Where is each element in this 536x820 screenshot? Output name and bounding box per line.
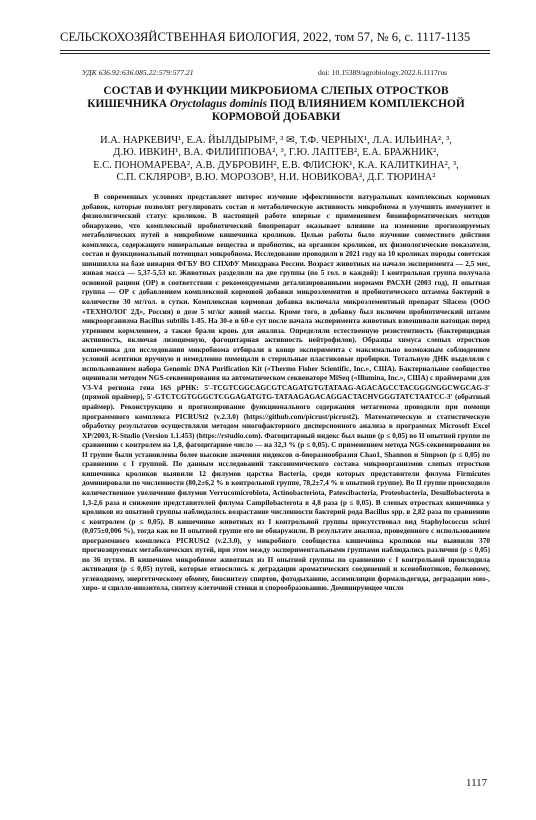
species-name: Oryctolagus dominis (169, 98, 268, 110)
title-line-2-end: ПОД ВЛИЯНИЕМ КОМПЛЕКСНОЙ (267, 98, 465, 110)
title-line-2-start: КИШЕЧНИКА (87, 98, 170, 110)
author-line-1: И.А. НАРКЕВИЧ¹, Е.А. ЙЫЛДЫРЫМ², ³ ✉, Т.Ф. ЧЕРНЫХ¹, Л.А. ИЛЬИНА², ³, (100, 135, 452, 146)
udk-code: УДК 636.92:636.085.22:579:577.21 (82, 68, 194, 77)
title-line-2 (62, 98, 490, 111)
journal-header: СЕЛЬСКОХОЗЯЙСТВЕННАЯ БИОЛОГИЯ, 2022, том 57, № 6, с. 1117-1135 (60, 30, 471, 44)
doi-link[interactable]: doi: 10.15389/agrobiology.2022.6.1117rus (318, 68, 448, 77)
title-line-3: КОРМОВОЙ ДОБАВКИ (211, 111, 341, 123)
abstract-text: В современных условиях представляет интерес изучение эффективности натуральных комплексных кормовых добавок, которые позволят регулировать состав и метаболическую активность микробиома и улучшить иммунитет и физиологический статус кроликов. В настоящей работе впервые с применением биоинформатических методов обнаружено, что комплексный пробиотический биопрепарат оказывает влияние на изменение прогнозируемых метаболических путей в микробиоме кишечника кроликов. Целью работы было изучение совместного действия комплекса, содержащего минеральные вещества и пробиотик, на организм кроликов, их физиологические показатели, состав и функциональный потенциал микробиома. Исследование проводили в 2021 году на 10 кроликах породы советская шиншилла на базе вивария ФГБУ ВО СПХФУ Минздрава России. Возраст животных на начало эксперимента — 2,5 мес, живая масса — 5,37-5,53 кг. Животных разделили на две группы (по 5 гол. в каждой): I контрольная группа получала основной рацион (ОР) в соответствии с рекомендуемыми детализированными нормами РАСХН (2003 год), II опытная группа — ОР с добавлением комплексной кормовой добавки микроэлементов и пробиотического штамма бактерий в количестве 30 мг/гол. в сутки. Комплексная кормовая добавка включала микроэлементный препарат Silacess (ООО «ТЕХНОЛОГ 2Д», Россия) в дозе 5 мг/кг живой массы. Кроме того, в добавку был включен пробиотический штамм микроорганизма Bacillus subtilis 1-85. На 30-е и 60-е сут после начала эксперимента животных взвешивали натощак перед утренним кормлением, а также брали кровь для анализа. Определяли естественную резистентность (бактерицидная активность, включая лизоцимную, фагоцитарная активность нейтрофилов). Образцы химуса слепых отростков кишечника для исследования микробиома отбирали в конце эксперимента с максимально возможным соблюдением условий асептики вручную и немедленно помещали в стерильные пластиковые пробирки. Тотальную ДНК выделяли с использованием набора Genomic DNA Purification Kit («Thermo Fisher Scientific, Inc.», США). Бактериальное сообщество оценивали методом NGS-секвенирования на автоматическом секвенаторе MiSeq («Illumina, Inc.», США) с праймерами для V3-V4 региона гена 16S рРНК: 5′-TCGTCGGCAGCGTCAGATGTGTATAAG-AGACAGCCTACGGGNGGCWGCAG-3′ (прямой праймер), 5′-GTCTCGTGGGCTCGGAGATGTG-TATAAGAGACAGGACTACHVGGGTATCTAATCC-3′ (обратный праймер). Реконструкцию и прогнозирование функционального содержания метагенома проводили при помощи программного комплекса PICRUSt2 (v.2.3.0) (https://github.com/picrust/picrust2). Математическую и статистическую обработку результатов осуществляли методом многофакторного дисперсионного анализа в программах Microsoft Excel XP/2003, R-Studio (Version 1.1.453) (https://rstudio.com). Фагоцитарный индекс был выше (р ≤ 0,05) во II опытной группе по сравнению с контролем на 1,8, фагоцитарное число — на 32,3 % (р ≤ 0,05). С применением метода NGS-секвенирования во II группе были установлены более высокие значения индексов α-биоразнообразия Chao1, Shannon и Simpson (р ≤ 0,05) по сравнению с I группой. По данным исследований таксономического состава микроорганизмов слепых отростков кишечника кроликов выявили 12 филумов царства Bacteria, среди которых представители филума Firmicutes доминировали по численности (80,2±6,2 % в контрольной группе, 78,2±7,4 % в опытной группе). Во II группе происходило количественное увеличение филумов Verrucomicrobiota, Actinobacteriota, Patescibacteria, Proteobacteria, Desulfobacterota в 1,3-2,6 раза и снижение представителей филума Campilobacterota в 4,8 раза (р ≤ 0,05). В слепых отростках кишечника у кроликов из опытной группы наблюдалось возрастание численности бактерий рода Bacillus spp. в 2,82 раза по сравнению с контролем (р ≤ 0,05). В кишечнике животных из I контрольной группы присутствовал вид Staphylococcus sciuri (0,075±0,006 %), тогда как во II опытной группе его не обнаружили. В результате анализа, проведенного с использованием программного комплекса PICRUSt2 (v.2.3.0), у микробного сообщества кишечника кроликов мы выявили 370 прогнозируемых метаболических путей, при этом между экспериментальными группами наблюдались различия (р ≤ 0,05) по 36 путям. В кишечном микробиоме животных из II опытной группы по сравнению с I контрольной происходила активация (р ≤ 0,05) путей, которые относились к деградации ароматических соединений и ксенобиотиков, белковому, углеводному, энергетическому обмену, биосинтезу спиртов, фотодыханию, ассимиляции формальдегида, деградации мио-, хиро- и сцилло-инозитола, синтезу клеточной стенки и спорообразованию. Доминирующее число (82, 192, 490, 593)
author-line-2: Д.Ю. ИВКИН¹, В.А. ФИЛИППОВА², ³, Г.Ю. ЛАПТЕВ², Е.А. БРАЖНИК², (113, 147, 439, 159)
title-line-1: СОСТАВ И ФУНКЦИИ МИКРОБИОМА СЛЕПЫХ ОТРОСТКОВ (103, 85, 449, 97)
author-line-3: Е.С. ПОНОМАРЕВА², А.В. ДУБРОВИН², Е.В. ФЛИСЮК¹, К.А. КАЛИТКИНА², ³, (93, 159, 459, 171)
author-line-4: С.П. СКЛЯРОВ³, В.Ю. МОРОЗОВ³, Н.И. НОВИКОВА², Д.Г. ТЮРИНА² (116, 172, 436, 184)
author-list (62, 135, 490, 185)
page-number: 1117 (466, 777, 488, 789)
header-rule-top (60, 50, 490, 51)
article-title (62, 85, 490, 124)
header-rule-bottom (60, 53, 490, 54)
